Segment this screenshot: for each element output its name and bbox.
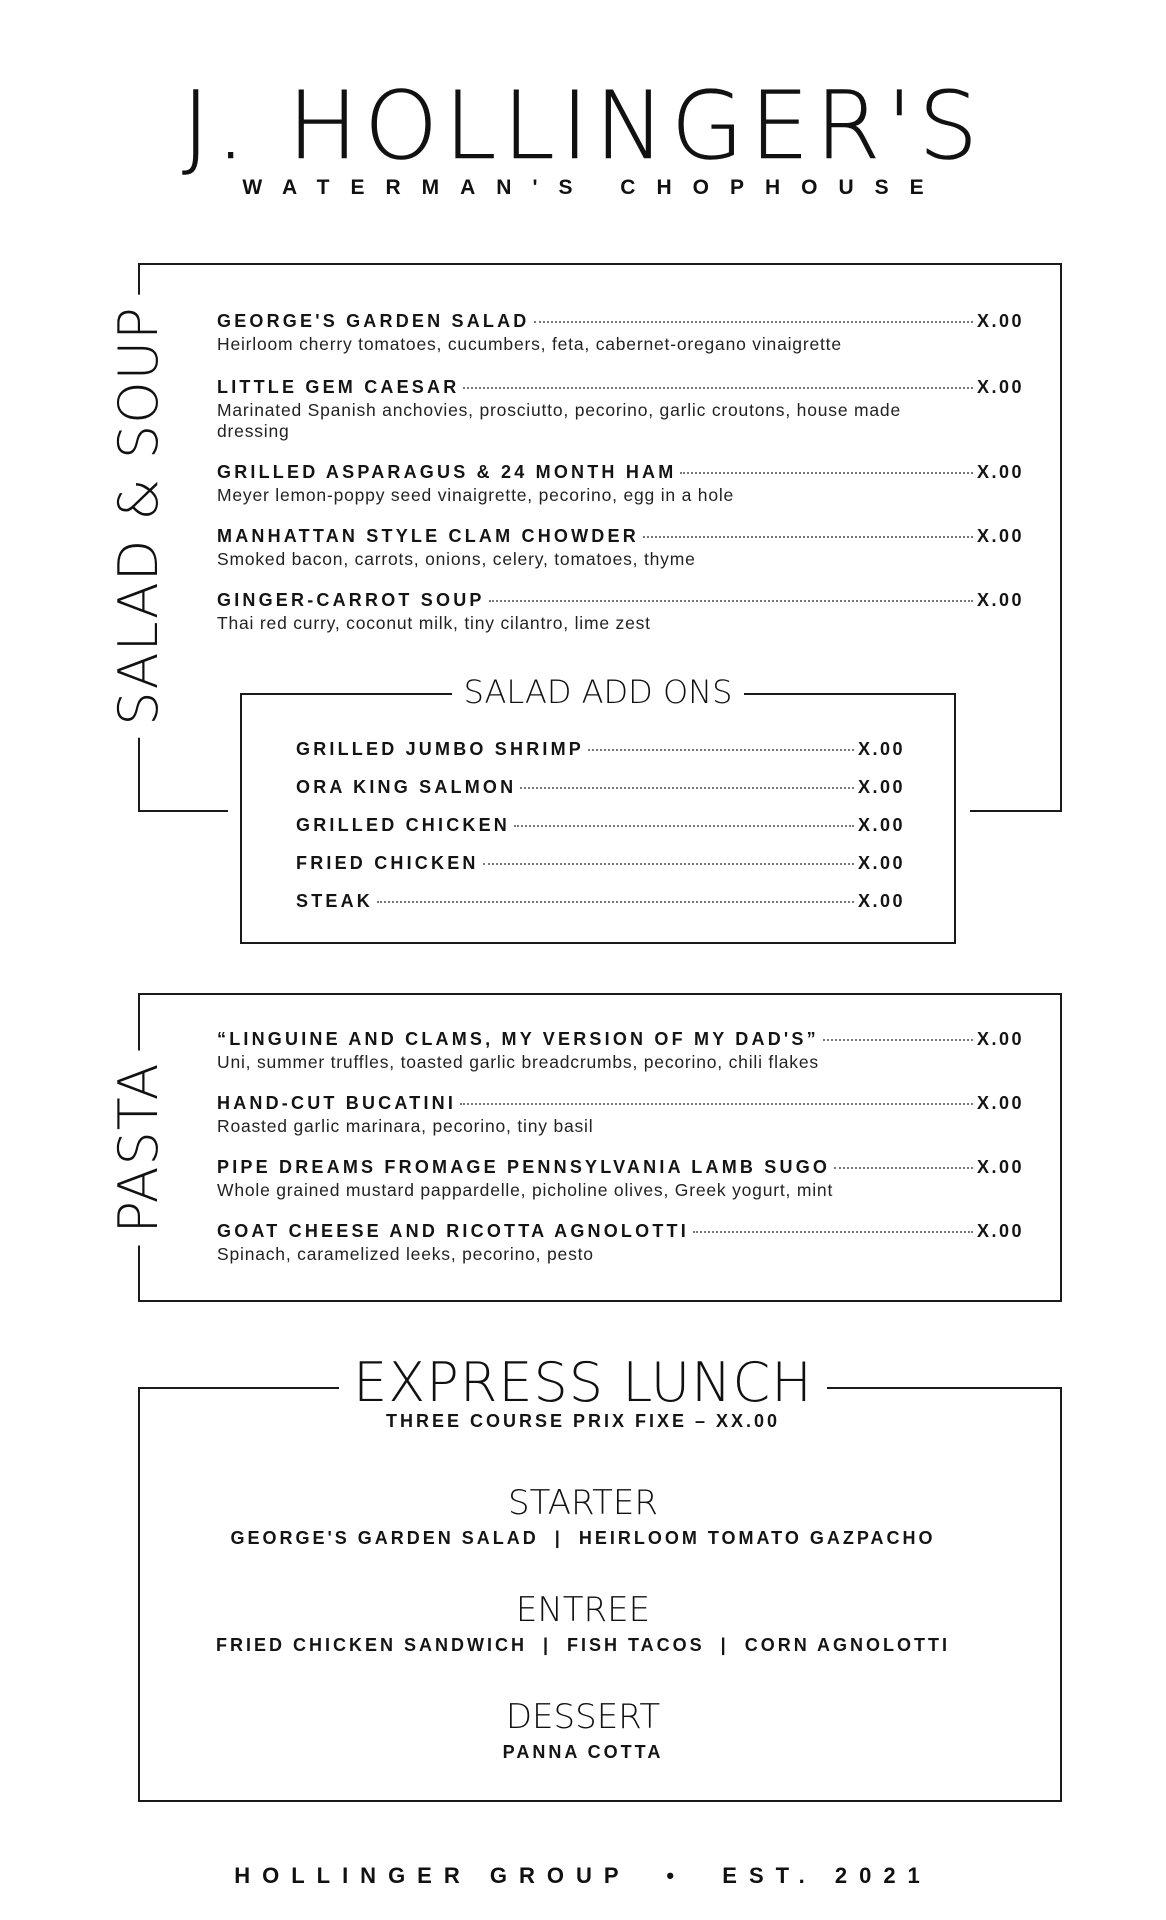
item-description: Whole grained mustard pappardelle, picholine olives, Greek yogurt, mint bbox=[217, 1180, 834, 1200]
item-price: X.00 bbox=[976, 1157, 1024, 1177]
item-price: X.00 bbox=[976, 462, 1024, 482]
item-description: Meyer lemon-poppy seed vinaigrette, pecorino, egg in a hole bbox=[217, 485, 735, 505]
restaurant-tagline: WATERMAN'S CHOPHOUSE bbox=[242, 176, 945, 199]
item-description: Thai red curry, coconut milk, tiny cilantro, lime zest bbox=[217, 613, 651, 633]
addon-name: STEAK bbox=[296, 891, 374, 911]
restaurant-logo: J. HOLLINGER'S bbox=[182, 72, 984, 181]
addon-item bbox=[296, 853, 905, 874]
menu-item bbox=[217, 1157, 1024, 1201]
item-name: PIPE DREAMS FROMAGE PENNSYLVANIA LAMB SUGO bbox=[217, 1157, 831, 1177]
addon-price: X.00 bbox=[857, 891, 905, 911]
item-price: X.00 bbox=[976, 1029, 1024, 1049]
item-name: GINGER-CARROT SOUP bbox=[217, 590, 485, 610]
addon-name: FRIED CHICKEN bbox=[296, 853, 479, 873]
salad-addons-title: SALAD ADD ONS bbox=[452, 673, 745, 711]
menu-item bbox=[217, 1093, 1024, 1137]
addon-item bbox=[296, 777, 905, 798]
starter-title: STARTER bbox=[508, 1483, 658, 1523]
addon-price: X.00 bbox=[857, 739, 905, 759]
item-name: GOAT CHEESE AND RICOTTA AGNOLOTTI bbox=[217, 1221, 689, 1241]
menu-item bbox=[217, 526, 1024, 570]
item-name: “LINGUINE AND CLAMS, MY VERSION OF MY DAD'S” bbox=[217, 1029, 819, 1049]
menu-item bbox=[217, 1029, 1024, 1073]
addon-price: X.00 bbox=[857, 777, 905, 797]
footer-text: HOLLINGER GROUP • EST. 2021 bbox=[234, 1863, 932, 1888]
addon-price: X.00 bbox=[857, 853, 905, 873]
addon-item bbox=[296, 739, 905, 760]
item-name: MANHATTAN STYLE CLAM CHOWDER bbox=[217, 526, 639, 546]
menu-item bbox=[217, 377, 1024, 442]
express-lunch-title: EXPRESS LUNCH bbox=[339, 1351, 827, 1414]
addon-name: ORA KING SALMON bbox=[296, 777, 517, 797]
item-name: LITTLE GEM CAESAR bbox=[217, 377, 460, 397]
item-name: HAND-CUT BUCATINI bbox=[217, 1093, 457, 1113]
item-price: X.00 bbox=[976, 377, 1024, 397]
salad-soup-title: SALAD & SOUP bbox=[112, 294, 166, 737]
item-description: Smoked bacon, carrots, onions, celery, tomatoes, thyme bbox=[217, 549, 696, 569]
entree-items: FRIED CHICKEN SANDWICH | FISH TACOS | CORN AGNOLOTTI bbox=[215, 1635, 951, 1655]
addon-item bbox=[296, 891, 905, 912]
item-name: GEORGE'S GARDEN SALAD bbox=[217, 311, 530, 331]
item-name: GRILLED ASPARAGUS & 24 MONTH HAM bbox=[217, 462, 677, 482]
entree-title: ENTREE bbox=[515, 1590, 651, 1630]
menu-item bbox=[217, 590, 1024, 634]
express-lunch-subtitle: THREE COURSE PRIX FIXE – XX.00 bbox=[385, 1411, 781, 1431]
item-description: Roasted garlic marinara, pecorino, tiny basil bbox=[217, 1116, 594, 1136]
addon-item bbox=[296, 815, 905, 836]
item-price: X.00 bbox=[976, 1093, 1024, 1113]
item-description: Spinach, caramelized leeks, pecorino, pesto bbox=[217, 1244, 594, 1264]
item-description: Heirloom cherry tomatoes, cucumbers, feta, cabernet-oregano vinaigrette bbox=[217, 334, 842, 354]
addon-name: GRILLED JUMBO SHRIMP bbox=[296, 739, 585, 759]
item-price: X.00 bbox=[976, 1221, 1024, 1241]
dessert-items: PANNA COTTA bbox=[502, 1742, 664, 1762]
starter-items: GEORGE'S GARDEN SALAD | HEIRLOOM TOMATO GAZPACHO bbox=[230, 1528, 936, 1548]
item-price: X.00 bbox=[976, 526, 1024, 546]
item-price: X.00 bbox=[976, 311, 1024, 331]
menu-item bbox=[217, 462, 1024, 506]
addon-price: X.00 bbox=[857, 815, 905, 835]
item-description: Marinated Spanish anchovies, prosciutto, pecorino, garlic croutons, house made dressing bbox=[217, 400, 901, 441]
dessert-title: DESSERT bbox=[505, 1697, 661, 1737]
pasta-title: PASTA bbox=[112, 1050, 166, 1245]
item-description: Uni, summer truffles, toasted garlic breadcrumbs, pecorino, chili flakes bbox=[217, 1052, 819, 1072]
menu-item bbox=[217, 311, 1024, 355]
addon-name: GRILLED CHICKEN bbox=[296, 815, 510, 835]
menu-item bbox=[217, 1221, 1024, 1265]
item-price: X.00 bbox=[976, 590, 1024, 610]
